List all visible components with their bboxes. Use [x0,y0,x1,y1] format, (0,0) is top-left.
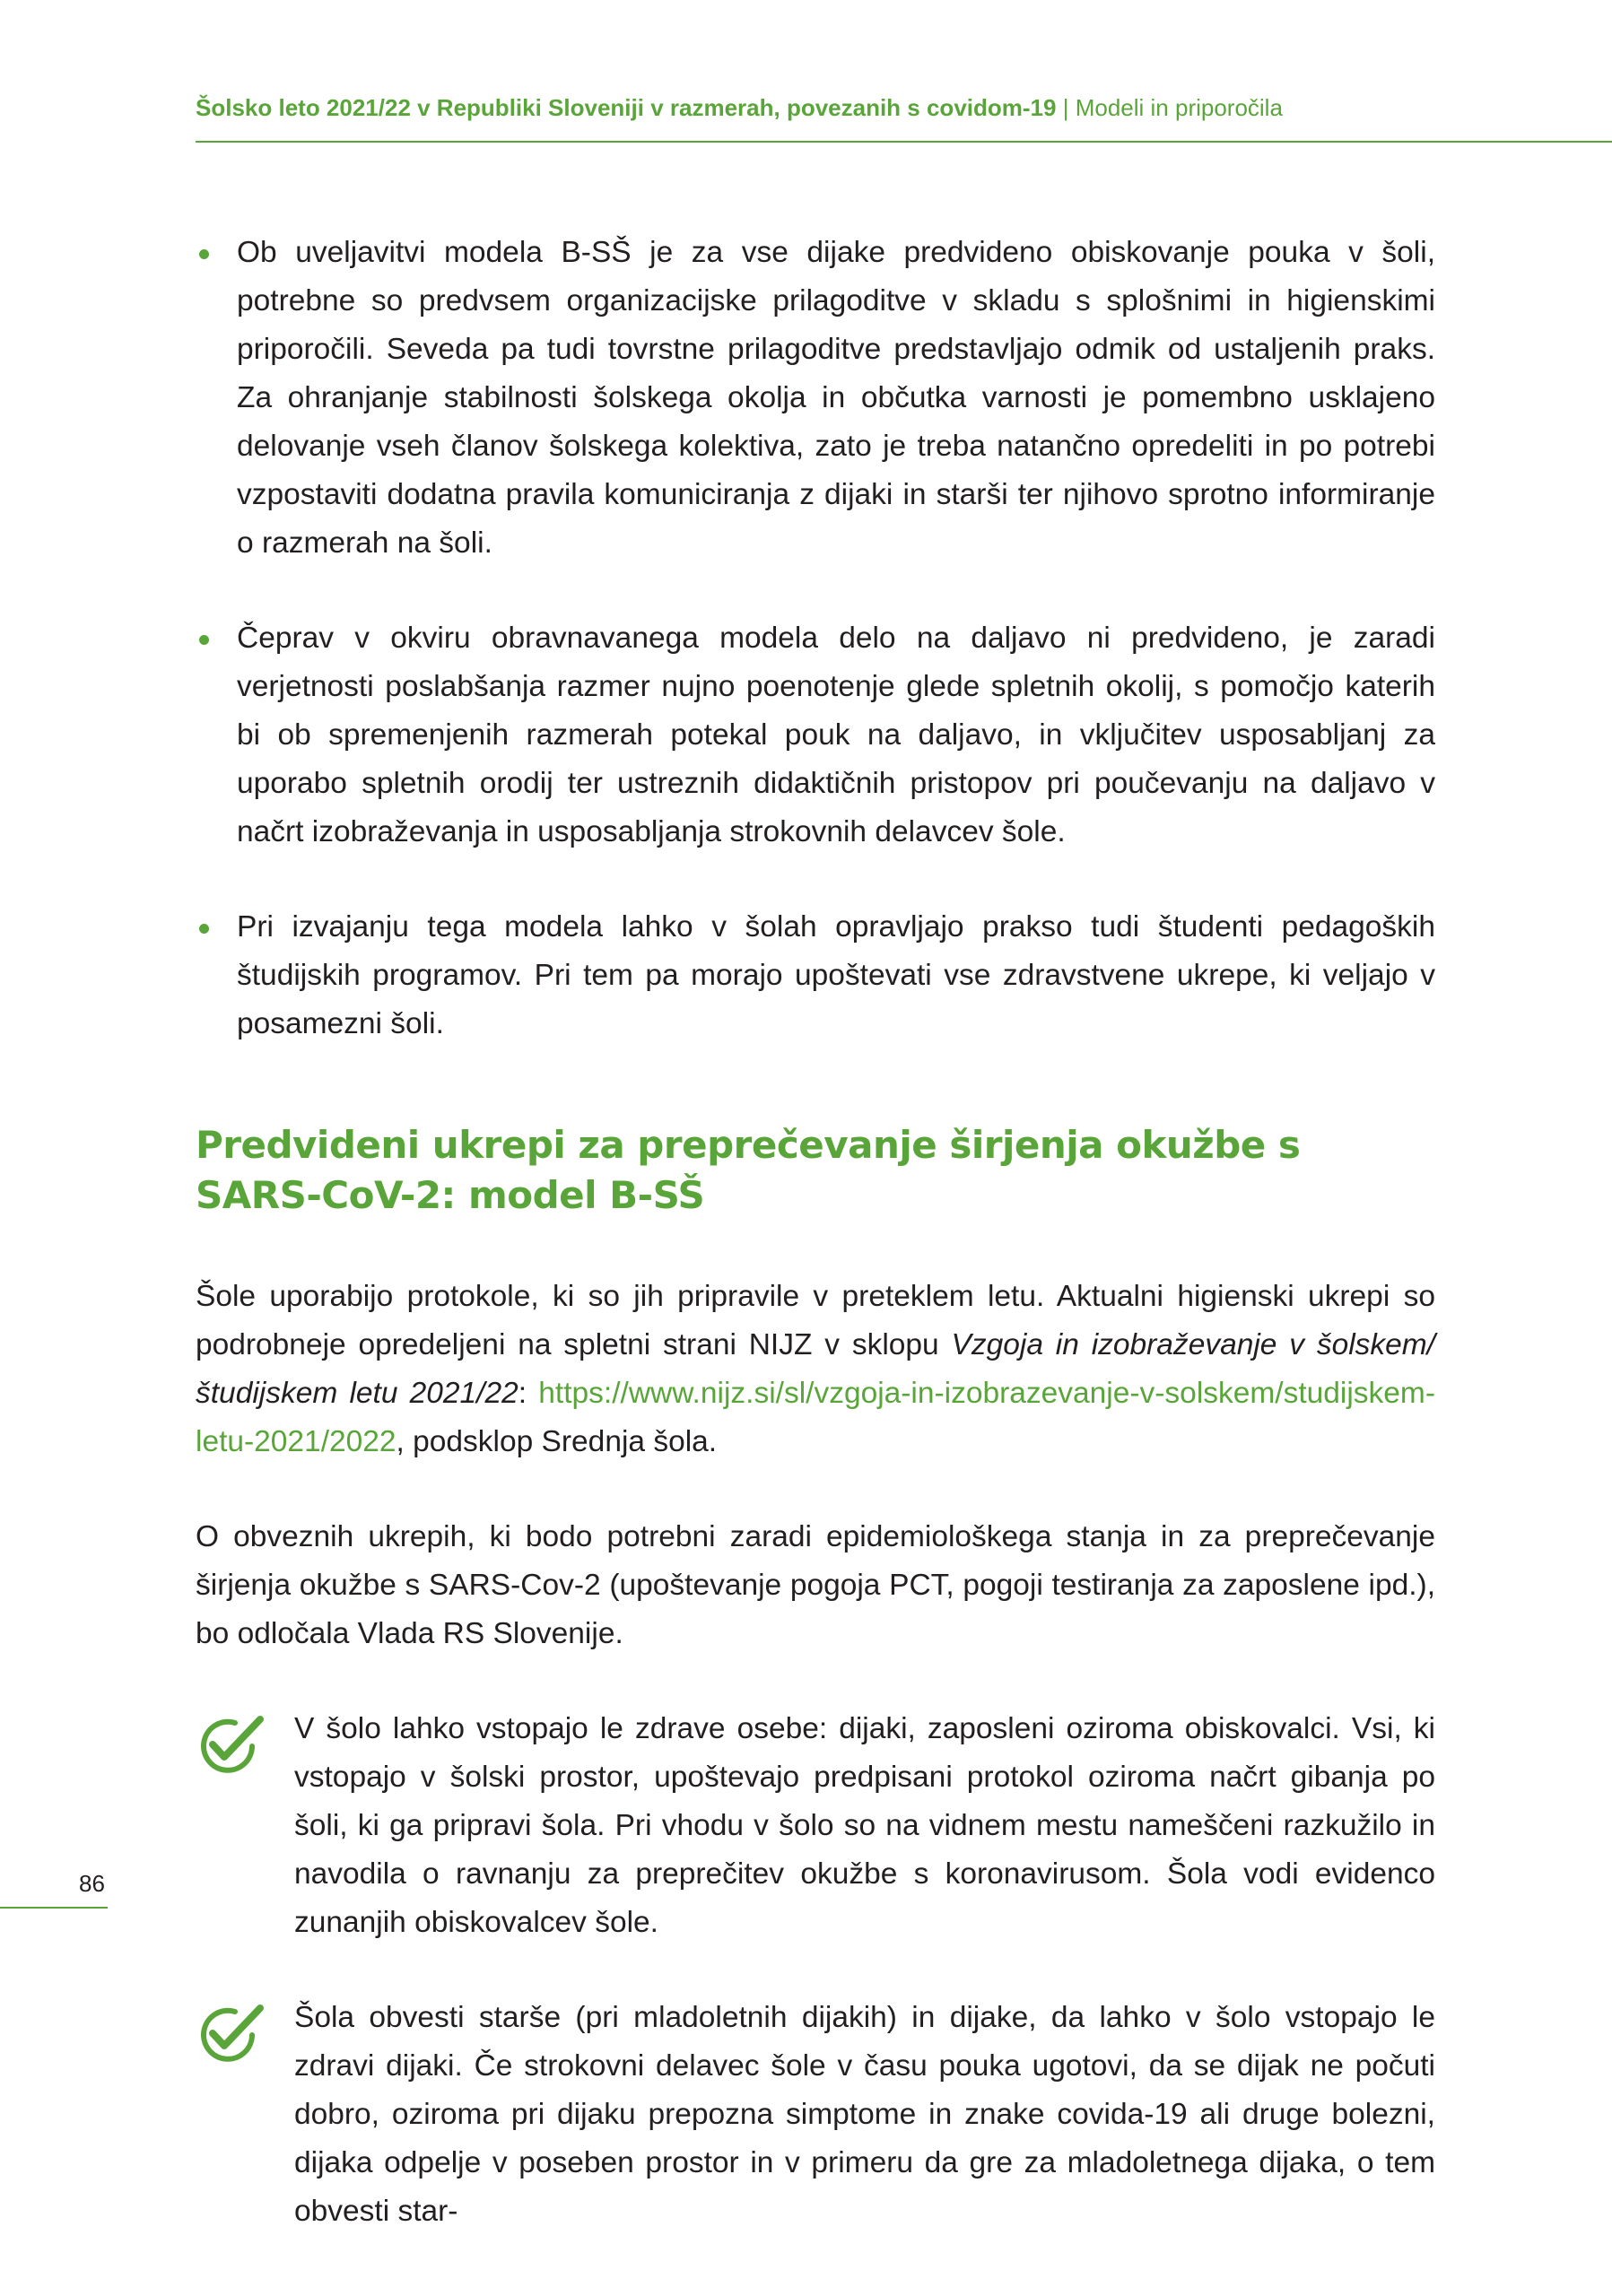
check-item-text: V šolo lahko vstopajo le zdrave osebe: dijaki, zaposleni oziroma obiskovalci. Vsi, ki vstopajo v šolski prostor, upoštevajo predpisani protokol oziroma načrt gibanja po šoli, ki ga pripravi šola. Pri vhodu v šolo so na vidnem mestu nameščeni razkužilo in navodila o ravnanju za preprečitev okužbe s koronavirusom. Šola vodi evidenco zunanjih obiskovalcev šole. [294,1712,1435,1939]
nijz-link[interactable]: https://www.nijz.si/sl/vzgoja-in-izobrazevanje-v-solskem/studijskem-letu-2021/2022 [196,1377,1435,1458]
check-item-text: Šola obvesti starše (pri mladoletnih dijakih) in dijake, da lahko v šolo vstopajo le zdravi dijaki. Če strokovni delavec šole v času pouka ugotovi, da se dijak ne počuti dobro, oziroma pri dijaku prepozna simptome in znake covida-19 ali druge bolezni, dijaka odpelje v poseben prostor in v primeru da gre za mladoletnega dijaka, o tem obvesti star- [294,2001,1435,2228]
header-separator: | [1062,94,1069,121]
section-heading: Predvideni ukrepi za preprečevanje širjenja okužbe s SARS-CoV-2: model B-SŠ [196,1123,1301,1217]
bullet-dot-icon [199,635,209,645]
paragraph-mandatory-measures: O obveznih ukrepih, ki bodo potrebni zaradi epidemiološkega stanja in za preprečevanje širjenja okužbe s SARS-Cov-2 (upoštevanje pogoja PCT, pogoji testiranja za zaposlene ipd.), bo odločala Vlada RS Slovenije. [196,1520,1435,1650]
list-item [196,614,1435,857]
publication-title: Vzgoja in izobraževanje v šolskem/študijskem letu 2021/22 [196,1328,1435,1410]
list-item-text: Pri izvajanju tega modela lahko v šolah opravljajo prakso tudi študenti pedagoških študijskih programov. Pri tem pa morajo upoštevati vse zdravstvene ukrepe, ki veljajo v posamezni šoli. [237,910,1435,1040]
page-number: 86 [79,1870,105,1897]
list-item [196,903,1435,1048]
paragraph-text: : [518,1377,539,1410]
running-header [196,90,1577,126]
paragraph-text: Šole uporabijo protokole, ki so jih pripravile v preteklem letu. Aktualni higienski ukrepi so podrobneje opredeljeni na spletni strani NIJZ v sklopu [196,1280,1435,1361]
list-item-text: Ob uveljavitvi modela B-SŠ je za vse dijake predvideno obiskovanje pouka v šoli, potrebne so predvsem organizacijske prilagoditve v skladu s splošnimi in higienskimi priporočili. Seveda pa tudi tovrstne prilagoditve predstavljajo odmik od ustaljenih praks. Za ohranjanje stabilnosti šolskega okolja in občutka varnosti je pomembno usklajeno delovanje vseh članov šolskega kolektiva, zato je treba natančno opredeliti in po potrebi vzpostaviti dodatna pravila komuniciranja z dijaki in starši ter njihovo sprotno informiranje o razmerah na šoli. [237,236,1435,560]
paragraph-text: , podsklop Srednja šola. [396,1425,718,1458]
list-item [196,229,1435,568]
header-rule [196,141,1612,143]
check-item [196,1705,1435,1947]
list-item-text: Čeprav v okviru obravnavanega modela delo na daljavo ni predvideno, je zaradi verjetnosti poslabšanja razmer nujno poenotenje glede spletnih okolij, s pomočjo katerih bi ob spremenjenih razmerah potekal pouk na daljavo, in vključitev usposabljanj za uporabo spletnih orodij ter ustreznih didaktičnih pristopov pri poučevanju na daljavo v načrt izobraževanja in usposabljanja strokovnih delavcev šole. [237,622,1435,848]
page-content [196,229,1435,2283]
check-circle-icon [196,1712,267,1775]
check-item [196,1994,1435,2236]
paragraph-protocols [196,1273,1435,1466]
bullet-dot-icon [199,249,209,259]
bullet-list [196,229,1435,1048]
bullet-dot-icon [199,924,209,934]
check-circle-icon [196,2001,267,2064]
page-number-rule [0,1907,108,1909]
header-section: Modeli in priporočila [1075,94,1283,121]
header-title: Šolsko leto 2021/22 v Republiki Sloveniji v razmerah, povezanih s covidom-19 [196,94,1057,121]
